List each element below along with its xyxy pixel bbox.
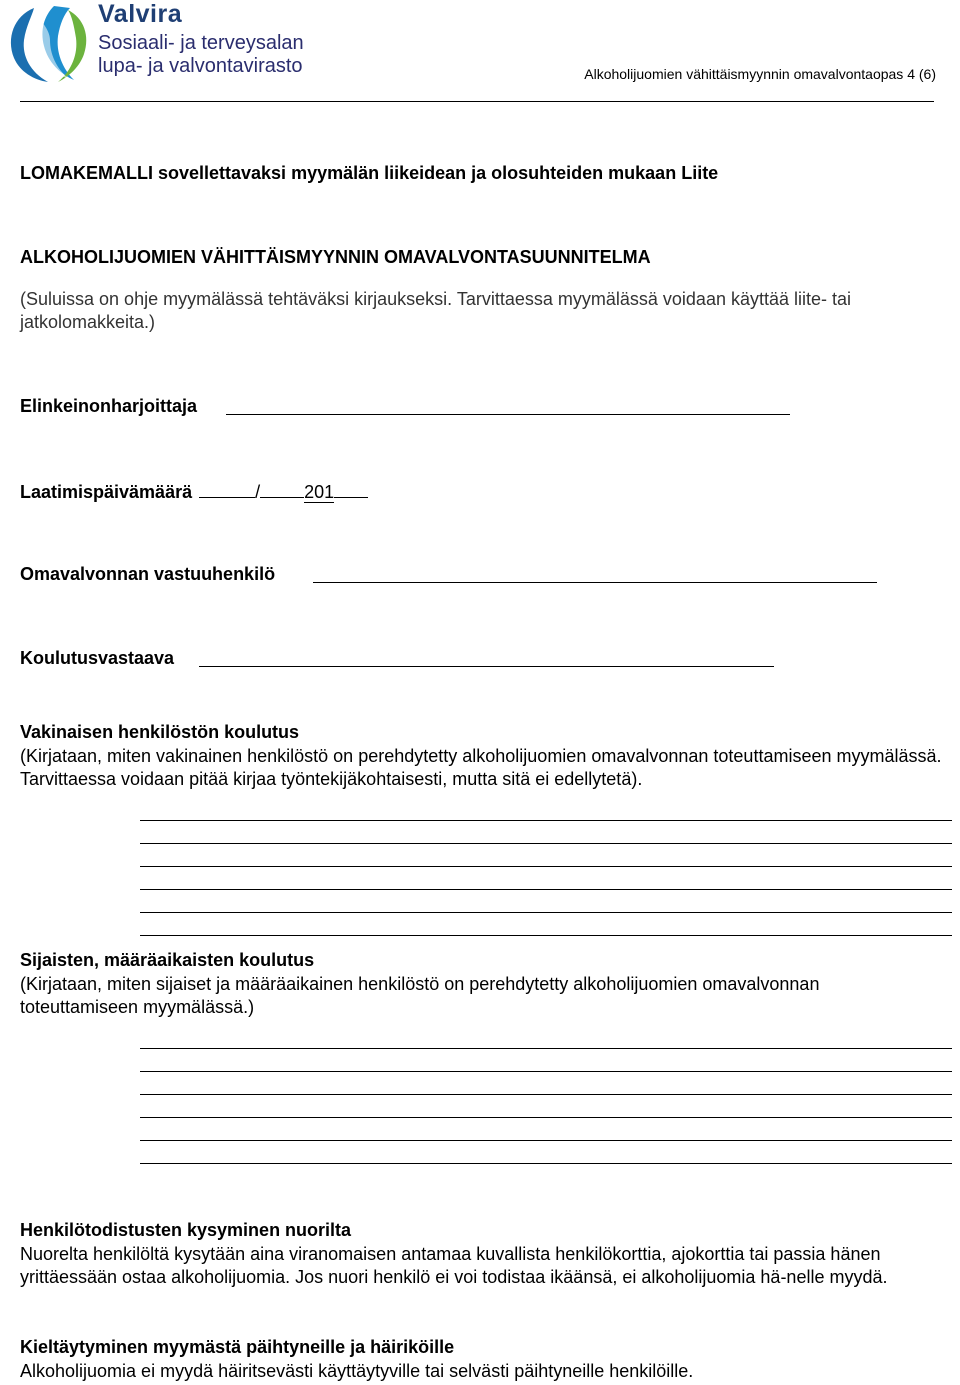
date-month-blank[interactable] xyxy=(260,481,304,498)
permanent-training-title: Vakinaisen henkilöstön koulutus xyxy=(20,722,300,742)
entrepreneur-field xyxy=(20,396,197,417)
responsible-input-line[interactable] xyxy=(313,582,877,583)
training-input-line[interactable] xyxy=(199,666,774,667)
training-label: Koulutusvastaava xyxy=(20,648,175,668)
date-year-prefix: 201 xyxy=(304,482,335,502)
temporary-training-text: (Kirjataan, miten sijaiset ja määräaikainen henkilöstö on perehdytetty alkoholijuomien omavalvonnan toteuttamiseen myymälässä.) xyxy=(20,974,820,1017)
date-day-blank[interactable] xyxy=(199,481,255,498)
answer-line[interactable] xyxy=(140,1094,952,1095)
logo-subtitle-1: Sosiaali- ja terveysalan xyxy=(98,32,304,54)
responsible-label: Omavalvonnan vastuuhenkilö xyxy=(20,564,276,584)
answer-line[interactable] xyxy=(140,1117,952,1118)
temporary-training-title: Sijaisten, määräaikaisten koulutus xyxy=(20,950,315,970)
date-label: Laatimispäivämäärä xyxy=(20,482,193,502)
training-field xyxy=(20,648,174,669)
answer-line[interactable] xyxy=(140,1071,952,1072)
permanent-training-lines xyxy=(140,820,952,936)
page-header-title: Alkoholijuomien vähittäismyynnin omavalvontaopas 4 (6) xyxy=(584,66,936,82)
header-divider xyxy=(20,101,934,102)
entrepreneur-input-line[interactable] xyxy=(226,414,790,415)
answer-line[interactable] xyxy=(140,1048,952,1049)
date-separator: / xyxy=(255,482,261,502)
temporary-training-lines xyxy=(140,1048,952,1164)
answer-line[interactable] xyxy=(140,889,952,890)
answer-line[interactable] xyxy=(140,912,952,913)
date-year-blank[interactable] xyxy=(334,481,368,498)
form-main-title: ALKOHOLIJUOMIEN VÄHITTÄISMYYNNIN OMAVALVONTASUUNNITELMA xyxy=(20,247,651,267)
form-template-heading: LOMAKEMALLI sovellettavaksi myymälän liikeidean ja olosuhteiden mukaan Liite xyxy=(20,163,719,183)
valvira-logo-icon xyxy=(4,2,94,88)
id-check-title: Henkilötodistusten kysyminen nuorilta xyxy=(20,1220,352,1240)
answer-line[interactable] xyxy=(140,866,952,867)
answer-line[interactable] xyxy=(140,843,952,844)
answer-line[interactable] xyxy=(140,820,952,821)
refusal-title: Kieltäytyminen myymästä päihtyneille ja häiriköille xyxy=(20,1337,455,1357)
date-field xyxy=(20,481,368,503)
logo-text xyxy=(98,2,304,76)
answer-line[interactable] xyxy=(140,1163,952,1164)
id-check-text: Nuorelta henkilöltä kysytään aina viranomaisen antamaa kuvallista henkilökorttia, ajokorttia tai passia hänen yrittäessään ostaa alkoholijuomia. Jos nuori henkilö ei voi todistaa ikäänsä, ei alkoholijuomia hä-nelle myydä. xyxy=(20,1244,888,1287)
form-instructions: (Suluissa on ohje myymälässä tehtäväksi kirjaukseksi. Tarvittaessa myymälässä voidaan käyttää liite- tai jatkolomakkeita.) xyxy=(20,289,852,332)
logo-name: Valvira xyxy=(98,0,183,28)
permanent-training-text: (Kirjataan, miten vakinainen henkilöstö on perehdytetty alkoholijuomien omavalvonnan toteuttamiseen myymälässä. Tarvittaessa voidaan pitää kirjaa työntekijäkohtaisesti, mutta sitä ei edellytetä). xyxy=(20,746,942,789)
entrepreneur-label: Elinkeinonharjoittaja xyxy=(20,396,198,416)
answer-line[interactable] xyxy=(140,1140,952,1141)
answer-line[interactable] xyxy=(140,935,952,936)
refusal-text: Alkoholijuomia ei myydä häiritsevästi käyttäytyville tai selvästi päihtyneille henkilöille. xyxy=(20,1361,694,1381)
responsible-field xyxy=(20,564,275,585)
logo-subtitle-2: lupa- ja valvontavirasto xyxy=(98,55,303,77)
